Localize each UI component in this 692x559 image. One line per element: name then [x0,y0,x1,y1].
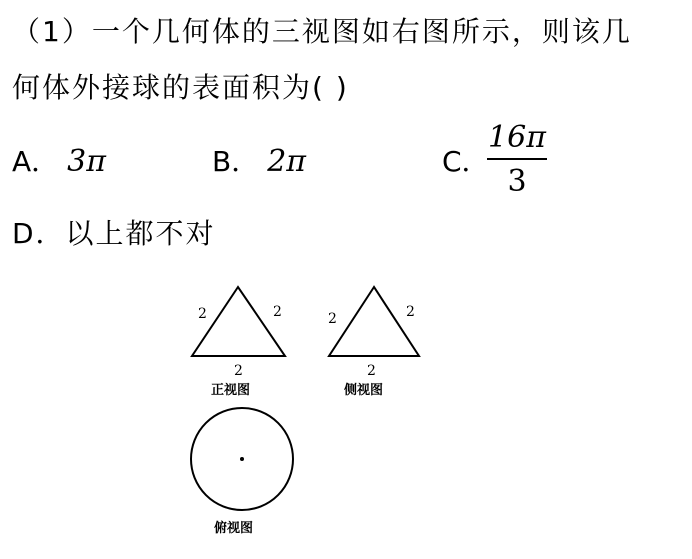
side-view-base: 2 [367,363,376,379]
option-a-label: A． [12,145,60,178]
top-view-caption: 俯视图 [214,521,254,536]
side-view [328,287,419,398]
front-view-left-side: 2 [198,306,207,322]
side-view-right-side: 2 [406,304,415,320]
option-c-label[interactable]: C． [442,145,490,178]
front-view-base: 2 [234,363,243,379]
option-c-numerator: 16π [488,120,546,155]
side-view-triangle [329,287,419,356]
question-line-2: 何体外接球的表面积为( ) [12,71,349,104]
option-a-value: 3π [67,144,106,179]
front-view-caption: 正视图 [211,383,251,398]
question-line-1: （1）一个几何体的三视图如右图所示，则该几 [12,15,632,48]
side-view-caption: 侧视图 [344,383,384,398]
option-b-label: B． [212,145,260,178]
side-view-left-side: 2 [328,311,337,327]
option-d[interactable]: D．以上都不对 [12,217,216,250]
option-b-value: 2π [267,144,307,179]
option-c-denominator: 3 [507,164,527,199]
top-view [191,408,293,536]
front-view [192,287,285,398]
front-view-right-side: 2 [273,304,282,320]
top-view-center-dot [240,457,244,461]
